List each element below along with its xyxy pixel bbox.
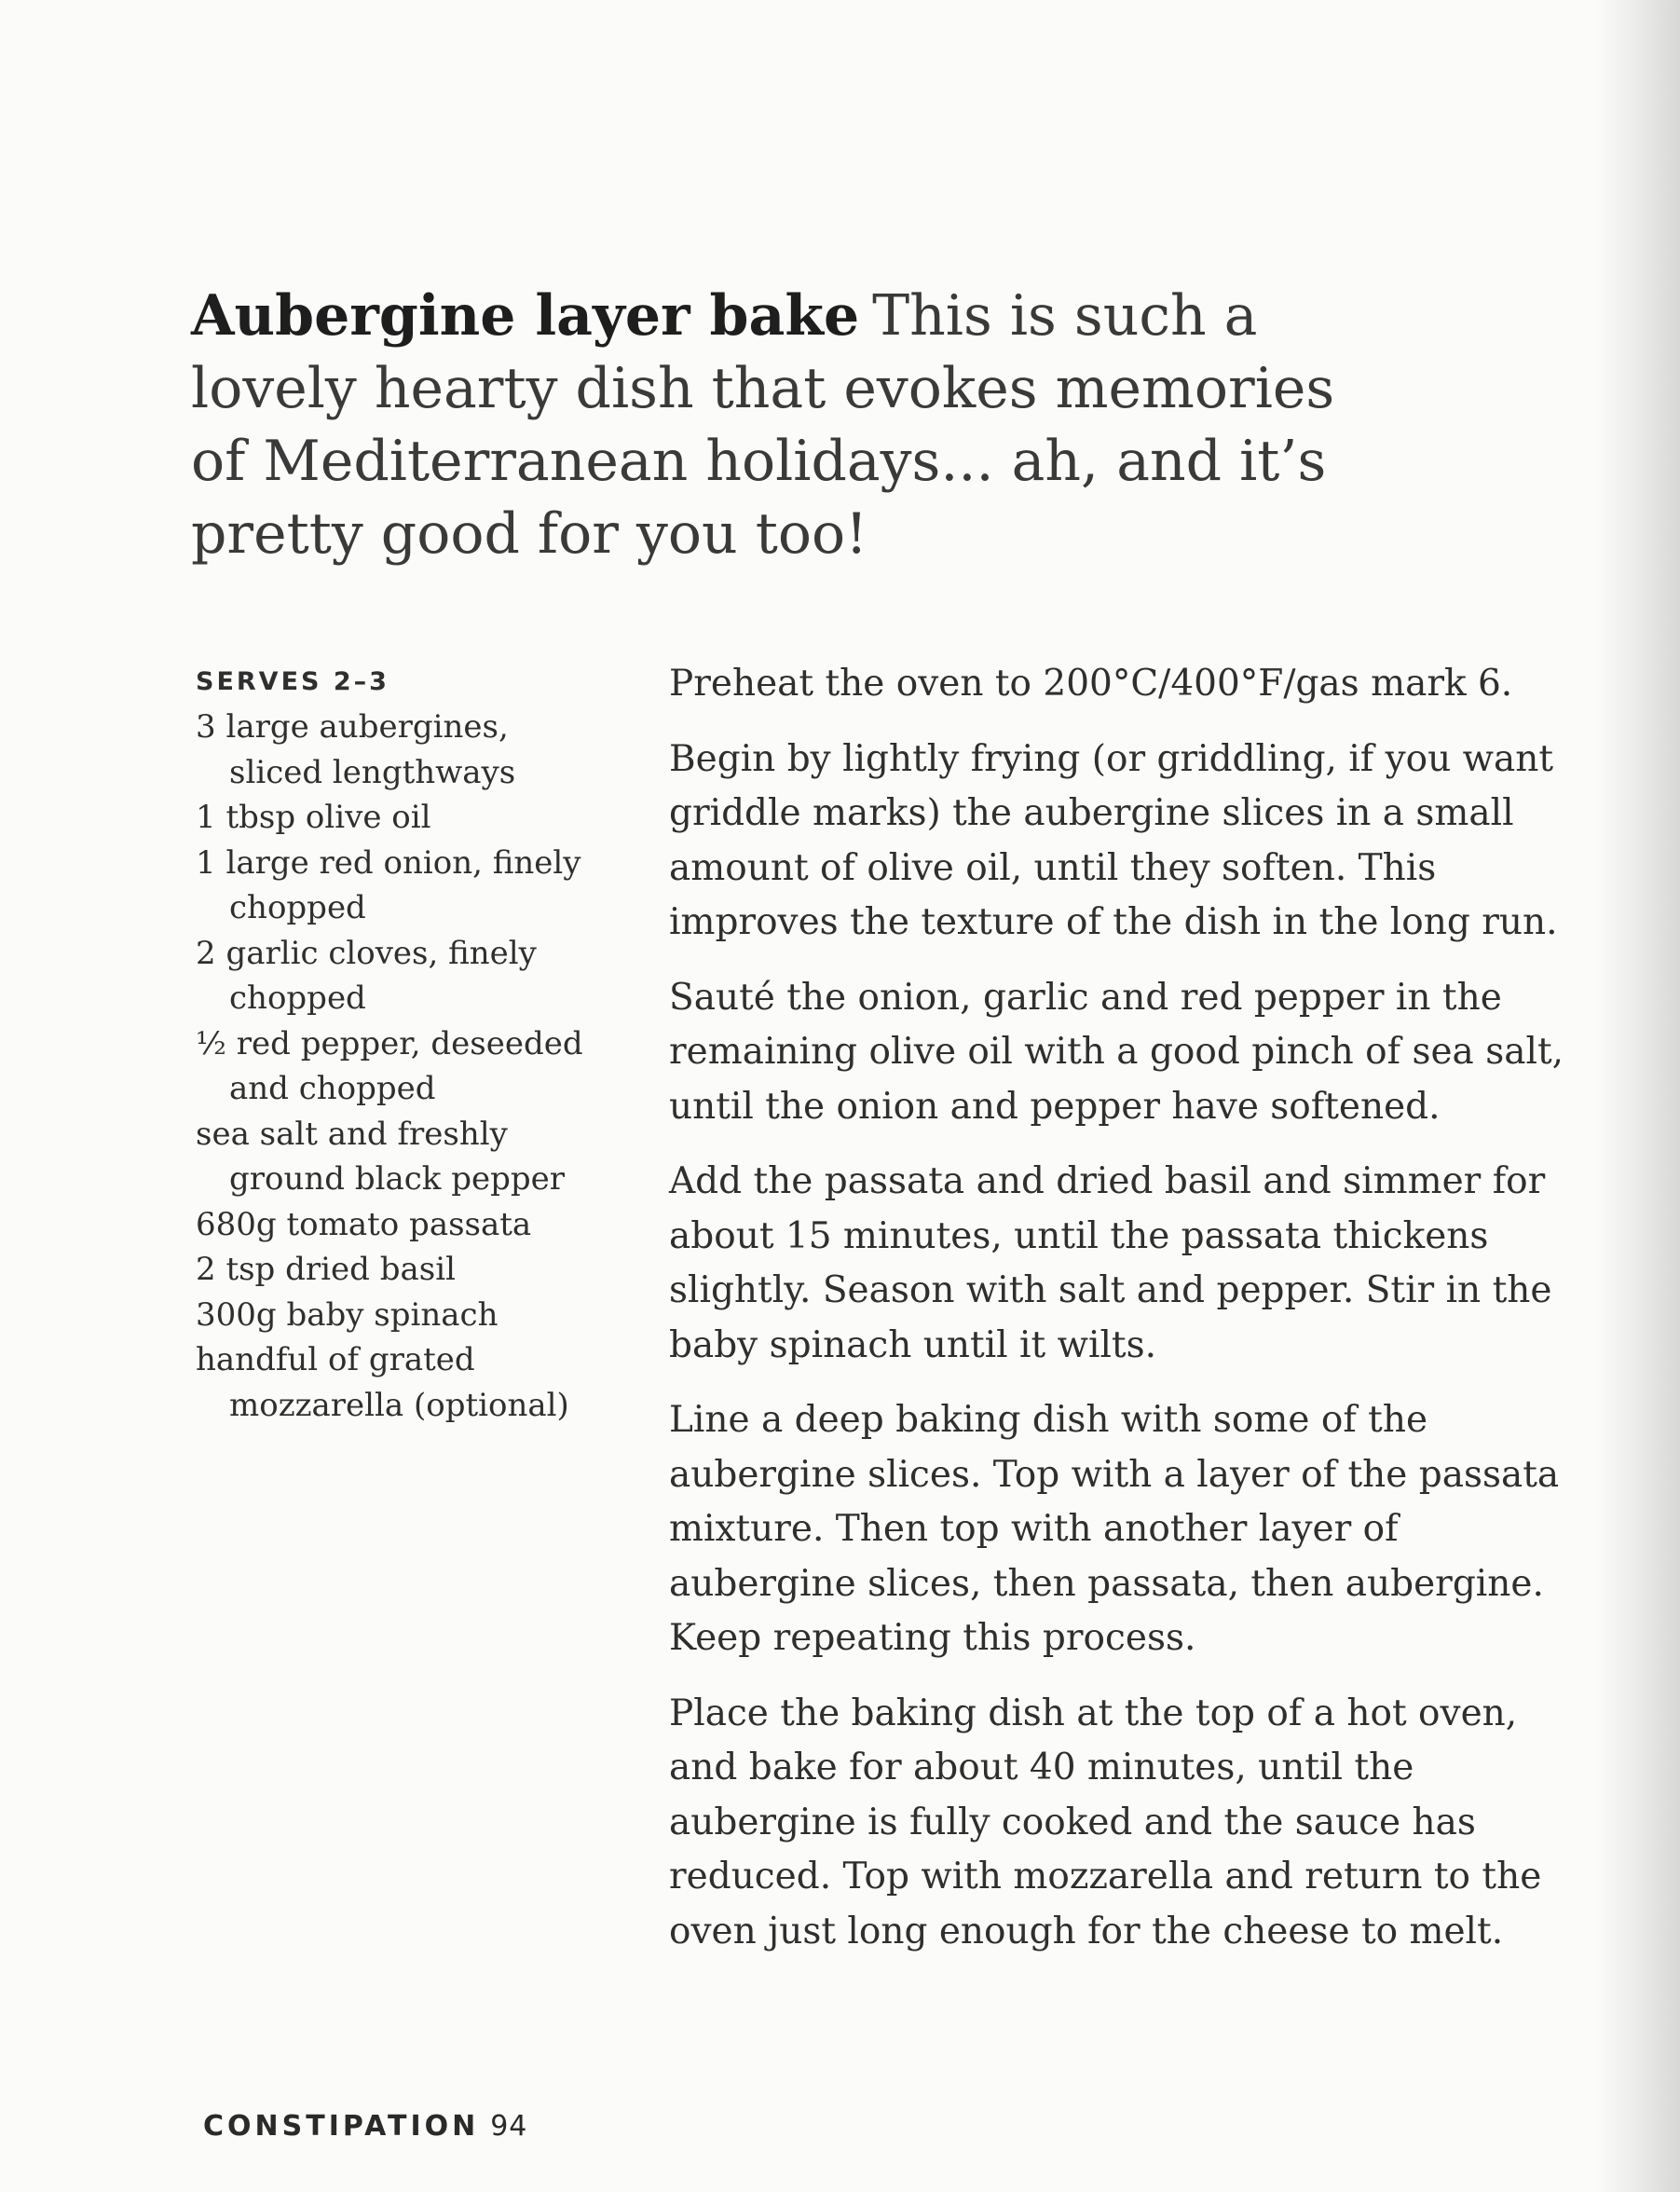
method-step: Line a deep baking dish with some of the aubergine slices. Top with a layer of the passata mixture. Then top with another layer of aubergine slices, then passata, then aubergine. Keep repeating this process. <box>669 1399 1560 1659</box>
ingredient-item: 2 garlic cloves, finely chopped <box>196 934 537 1017</box>
method-step: Begin by lightly frying (or griddling, if you want griddle marks) the aubergine slices in a small amount of olive oil, until they soften. This improves the texture of the dish in the long run. <box>669 737 1558 943</box>
recipe-intro: This is such a lovely hearty dish that evokes memories of Mediterranean holidays... ah, and it’s pretty good for you too! <box>191 283 1335 567</box>
ingredient-list <box>196 705 606 1428</box>
section-name: CONSTIPATION <box>203 2110 480 2143</box>
method-step: Sauté the onion, garlic and red pepper in the remaining olive oil with a good pinch of sea salt, until the onion and pepper have softened. <box>669 976 1564 1128</box>
method-step: Add the passata and dried basil and simmer for about 15 minutes, until the passata thickens slightly. Season with salt and pepper. Stir in the baby spinach until it wilts. <box>669 1160 1552 1366</box>
ingredient-item: 1 large red onion, finely chopped <box>196 843 581 926</box>
ingredient-item: 680g tomato passata <box>196 1205 532 1243</box>
ingredient-item: 300g baby spinach <box>196 1295 499 1334</box>
serves-label: SERVES 2–3 <box>196 667 389 696</box>
recipe-title: Aubergine layer bake <box>191 283 860 349</box>
ingredient-item: 3 large aubergines, sliced lengthways <box>196 708 516 791</box>
page-footer <box>203 2108 527 2145</box>
method-column <box>669 657 1564 1980</box>
page-number: 94 <box>490 2110 528 2143</box>
method-step: Preheat the oven to 200°C/400°F/gas mark 6. <box>669 663 1513 705</box>
ingredient-item: 2 tsp dried basil <box>196 1251 456 1288</box>
ingredients-column <box>196 660 606 1428</box>
recipe-title-block <box>191 280 1402 570</box>
ingredient-item: 1 tbsp olive oil <box>196 799 431 836</box>
ingredient-item: sea salt and freshly ground black pepper <box>196 1115 566 1198</box>
method-step: Place the baking dish at the top of a hot oven, and bake for about 40 minutes, until the aubergine is fully cooked and the sauce has reduced. Top with mozzarella and return to the oven just long enough for the cheese to melt. <box>669 1692 1542 1952</box>
ingredient-item: handful of grated mozzarella (optional) <box>196 1341 569 1424</box>
page-edge-shadow <box>1596 0 1680 2192</box>
ingredient-item: ½ red pepper, deseeded and chopped <box>196 1024 583 1107</box>
